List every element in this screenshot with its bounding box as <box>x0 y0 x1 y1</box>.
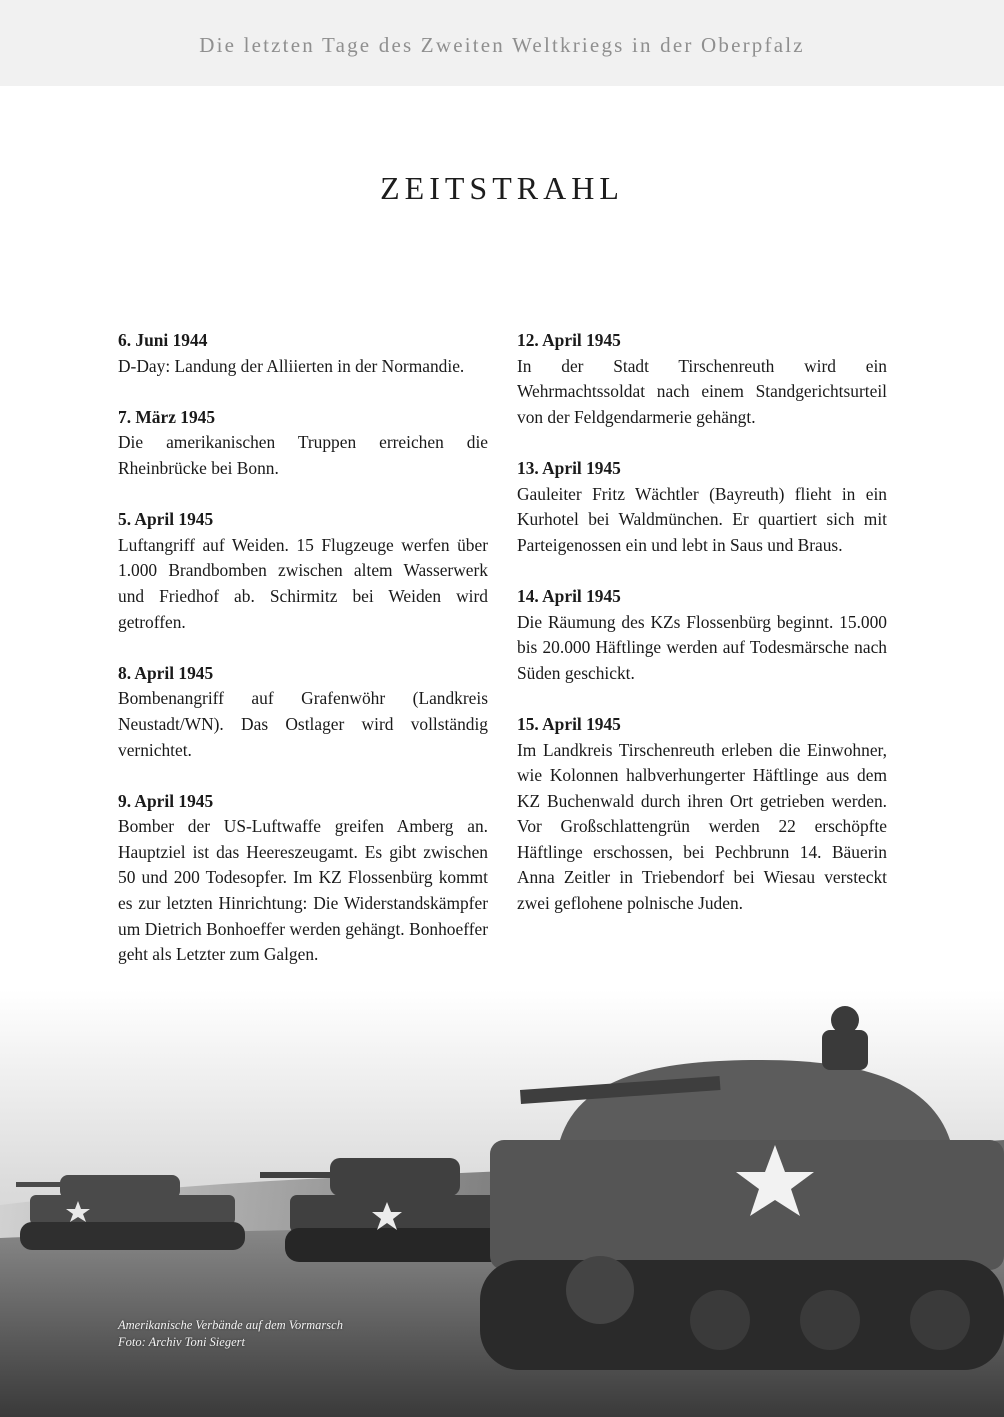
entry-date: 7. März 1945 <box>118 406 216 427</box>
timeline-column-right <box>517 328 887 942</box>
timeline-entry <box>118 405 488 482</box>
page-title: ZEITSTRAHL <box>380 170 624 206</box>
entry-date: 6. Juni 1944 <box>118 330 208 350</box>
timeline-entry <box>118 507 488 635</box>
caption-line-1: Amerikanische Verbände auf dem Vormarsch <box>118 1318 343 1332</box>
running-title: Die letzten Tage des Zweiten Weltkriegs in der Oberpfalz <box>199 33 805 57</box>
entry-date: 12. April 1945 <box>517 330 621 350</box>
entry-text: Gauleiter Fritz Wächtler (Bayreuth) flieht in ein Kurhotel bei Waldmünchen. Er quartiert sich mit Parteigenossen ein und lebt in Saus und Braus. <box>517 483 887 555</box>
entry-date: 9. April 1945 <box>118 790 214 811</box>
entry-text: In der Stadt Tirschenreuth wird ein Wehrmachtssoldat nach einem Standgerichtsurteil von der Feldgendarmerie gehängt. <box>517 355 887 427</box>
entry-text: Bomber der US-Luftwaffe greifen Amberg an. Hauptziel ist das Heereszeugamt. Es gibt zwischen 50 und 200 Todesopfer. Im KZ Flossenbürg kommt es zur letzten Hinrichtung: Die Widerstandskämpfer um Dietrich Bonhoeffer werden gehängt. Bonhoeffer geht als Letzter zum Galgen. <box>118 816 488 965</box>
entry-date: 15. April 1945 <box>517 713 621 734</box>
timeline-entry <box>517 712 887 917</box>
entry-text: D-Day: Landung der Alliierten in der Normandie. <box>118 355 465 376</box>
timeline-entry <box>118 661 488 763</box>
entry-date: 14. April 1945 <box>517 585 621 606</box>
entry-text: Die Räumung des KZs Flossenbürg beginnt. 15.000 bis 20.000 Häftlinge werden auf Todesmärsche nach Süden geschickt. <box>517 611 887 683</box>
photo-caption <box>118 1317 343 1351</box>
header-band <box>0 0 1004 86</box>
timeline-entry <box>517 584 887 686</box>
entry-date: 8. April 1945 <box>118 662 214 683</box>
timeline-entry <box>118 789 488 968</box>
entry-text: Luftangriff auf Weiden. 15 Flugzeuge werfen über 1.000 Brandbomben zwischen altem Wasserwerk und Friedhof ab. Schirmitz bei Weiden wird getroffen. <box>118 534 488 632</box>
timeline-entry <box>517 456 887 558</box>
entry-text: Bombenangriff auf Grafenwöhr (Landkreis Neustadt/WN). Das Ostlager wird vollständig vernichtet. <box>118 688 488 760</box>
entry-text: Im Landkreis Tirschenreuth erleben die Einwohner, wie Kolonnen halbverhungerter Häftlinge aus dem KZ Buchenwald durch ihren Ort getrieben werden. Vor Großschlattengrün werden 22 erschöpfte Häftlinge erschossen, bei Pechbrunn 14. Bäuerin Anna Zeitler in Triebendorf bei Wiesau versteckt zwei geflohene polnische Juden. <box>517 739 887 914</box>
tank-photo <box>0 990 1004 1417</box>
caption-line-2: Foto: Archiv Toni Siegert <box>118 1335 245 1349</box>
entry-date: 5. April 1945 <box>118 509 214 530</box>
entry-text: Die amerikanischen Truppen erreichen die Rheinbrücke bei Bonn. <box>118 432 488 478</box>
timeline-entry <box>118 328 488 379</box>
entry-date: 13. April 1945 <box>517 457 621 478</box>
timeline-column-left <box>118 328 488 993</box>
timeline-entry <box>517 328 887 430</box>
